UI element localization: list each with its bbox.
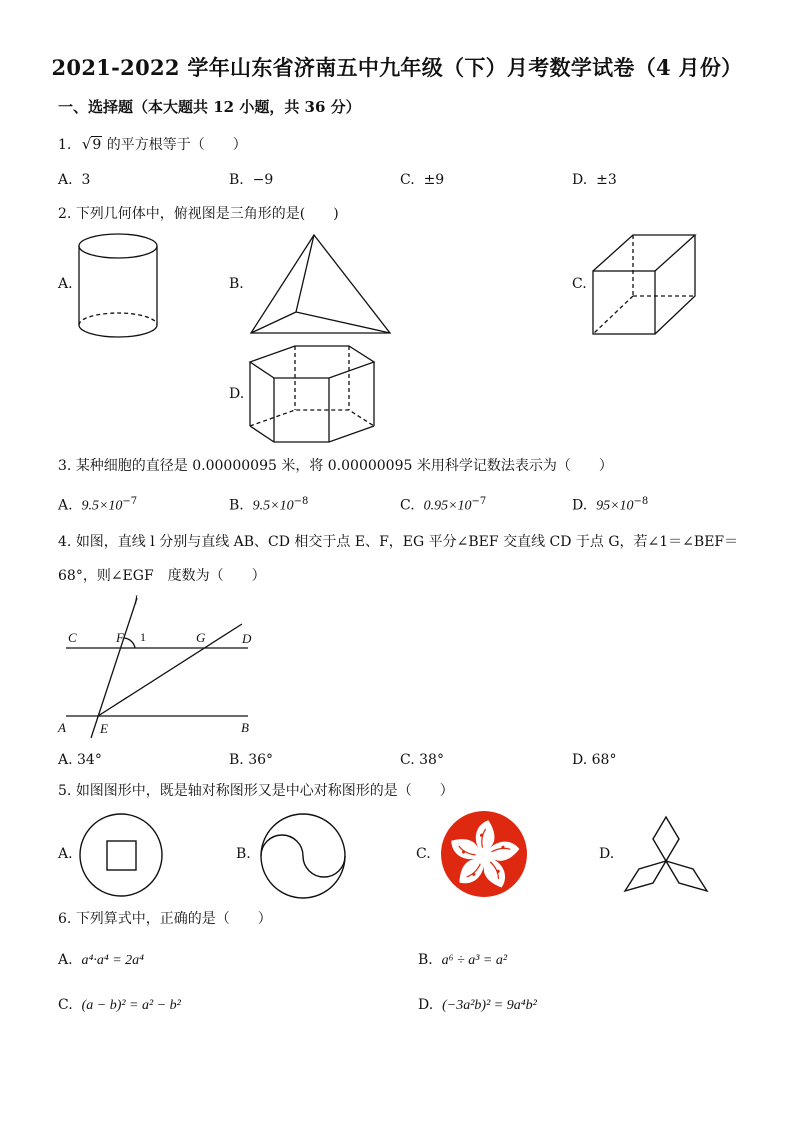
option-c[interactable] <box>400 752 444 768</box>
question-2 <box>58 203 339 225</box>
option-c[interactable]: C. <box>416 846 431 862</box>
option-exponent: −8 <box>633 496 649 507</box>
triangular-pyramid-figure <box>248 233 393 338</box>
option-letter: B. <box>229 172 244 188</box>
option-a[interactable] <box>58 952 144 969</box>
bauhinia-figure <box>440 810 528 898</box>
option-expression: (a − b)² = a² − b² <box>81 998 181 1013</box>
option-b[interactable]: B. <box>236 846 251 862</box>
option-letter: B. <box>229 752 244 768</box>
option-c[interactable] <box>400 496 486 515</box>
lines-angle-figure <box>58 590 268 745</box>
label-c: C <box>68 630 77 645</box>
option-value: 68° <box>591 752 617 768</box>
option-a[interactable]: A. <box>58 846 73 862</box>
option-value: −9 <box>252 172 274 188</box>
option-letter: C. <box>400 752 415 768</box>
option-letter: D. <box>572 497 588 514</box>
option-letter: D. <box>418 997 434 1013</box>
coin-figure <box>78 812 166 900</box>
taiji-figure <box>259 812 347 900</box>
three-rhombus-figure <box>620 814 714 896</box>
option-value: 36° <box>248 752 274 768</box>
hexagonal-prism-figure <box>249 343 377 445</box>
question-3 <box>58 455 613 477</box>
option-value: 3 <box>81 172 91 188</box>
option-expression: a⁴·a⁴ = 2a⁴ <box>81 953 145 968</box>
question-5 <box>58 780 454 802</box>
option-letter: A. <box>58 752 73 768</box>
cylinder-figure <box>78 233 160 343</box>
label-f: F <box>116 630 124 645</box>
sqrt-radicand: 9 <box>92 137 102 153</box>
option-letter: C. <box>400 497 415 514</box>
option-b[interactable] <box>229 172 273 188</box>
option-d[interactable] <box>418 997 537 1014</box>
option-c[interactable] <box>58 997 181 1014</box>
label-a: A <box>58 720 66 735</box>
angle-1-arc <box>124 638 135 648</box>
option-c[interactable] <box>400 172 444 188</box>
question-stem: 如图图形中，既是轴对称图形又是中心对称图形的是（ ） <box>75 783 454 799</box>
option-d[interactable] <box>572 496 648 515</box>
option-b[interactable] <box>229 496 308 515</box>
question-stem: 的平方根等于（ ） <box>106 137 247 153</box>
line-l <box>91 598 137 738</box>
section-heading: 一、选择题（本大题共 12 小题，共 36 分） <box>58 98 361 116</box>
question-stem-line1: 如图，直线 l 分别与直线 AB、CD 相交于点 E、F，EG 平分∠BEF 交直线 CD 于点 G，若∠1＝∠BEF＝ <box>75 534 739 550</box>
question-stem: 下列几何体中，俯视图是三角形的是( ) <box>75 206 339 222</box>
option-d[interactable]: D. <box>599 846 615 862</box>
option-expression: (−3a²b)² = 9a⁴b² <box>442 998 537 1013</box>
option-letter: A. <box>58 172 73 188</box>
option-coefficient: 95×10 <box>596 498 634 514</box>
option-letter: B. <box>418 952 433 968</box>
question-stem: 下列算式中，正确的是（ ） <box>75 911 272 927</box>
option-exponent: −7 <box>471 496 487 507</box>
option-b[interactable] <box>418 952 507 969</box>
question-1 <box>58 133 247 156</box>
question-number: 5. <box>58 783 72 799</box>
question-number: 1. <box>58 137 72 153</box>
label-d: D <box>242 631 252 646</box>
label-l: l <box>134 592 138 607</box>
question-4-line2: 68°，则∠EGF 度数为（ ） <box>58 568 266 584</box>
option-letter: D. <box>572 172 588 188</box>
label-angle-1: 1 <box>140 630 146 644</box>
option-exponent: −7 <box>122 496 138 507</box>
question-number: 4. <box>58 534 72 550</box>
option-a[interactable]: A. <box>58 276 73 292</box>
option-expression: a⁶ ÷ a³ = a² <box>441 953 508 968</box>
option-a[interactable] <box>58 752 102 768</box>
option-coefficient: 0.95×10 <box>423 498 472 514</box>
option-d[interactable]: D. <box>229 386 245 402</box>
option-letter: C. <box>58 997 73 1013</box>
question-number: 2. <box>58 206 72 222</box>
option-b[interactable]: B. <box>229 276 244 292</box>
option-letter: A. <box>58 952 73 968</box>
option-b[interactable] <box>229 752 273 768</box>
option-exponent: −8 <box>293 496 309 507</box>
question-stem: 某种细胞的直径是 0.00000095 米，将 0.00000095 米用科学记数法表示为（ ） <box>75 458 613 474</box>
option-letter: B. <box>229 497 244 514</box>
sqrt-expression: √9 <box>81 135 102 153</box>
option-c[interactable]: C. <box>572 276 587 292</box>
label-e: E <box>100 721 108 736</box>
label-g: G <box>196 630 206 645</box>
question-4 <box>58 531 758 553</box>
cube-figure <box>592 233 697 338</box>
question-6 <box>58 908 272 930</box>
option-d[interactable] <box>572 172 617 188</box>
option-value: ±9 <box>423 172 445 188</box>
option-letter: C. <box>400 172 415 188</box>
label-b: B <box>241 720 249 735</box>
page-title: 2021-2022 学年山东省济南五中九年级（下）月考数学试卷（4 月份） <box>51 55 743 80</box>
option-a[interactable] <box>58 496 137 515</box>
option-letter: A. <box>58 497 73 514</box>
option-coefficient: 9.5×10 <box>252 498 294 514</box>
option-a[interactable] <box>58 172 90 188</box>
option-value: 38° <box>419 752 444 768</box>
question-number: 3. <box>58 458 72 474</box>
option-value: 34° <box>77 752 102 768</box>
option-letter: D. <box>572 752 588 768</box>
option-value: ±3 <box>596 172 617 188</box>
option-d[interactable] <box>572 752 616 768</box>
question-number: 6. <box>58 911 72 927</box>
option-coefficient: 9.5×10 <box>81 498 123 514</box>
